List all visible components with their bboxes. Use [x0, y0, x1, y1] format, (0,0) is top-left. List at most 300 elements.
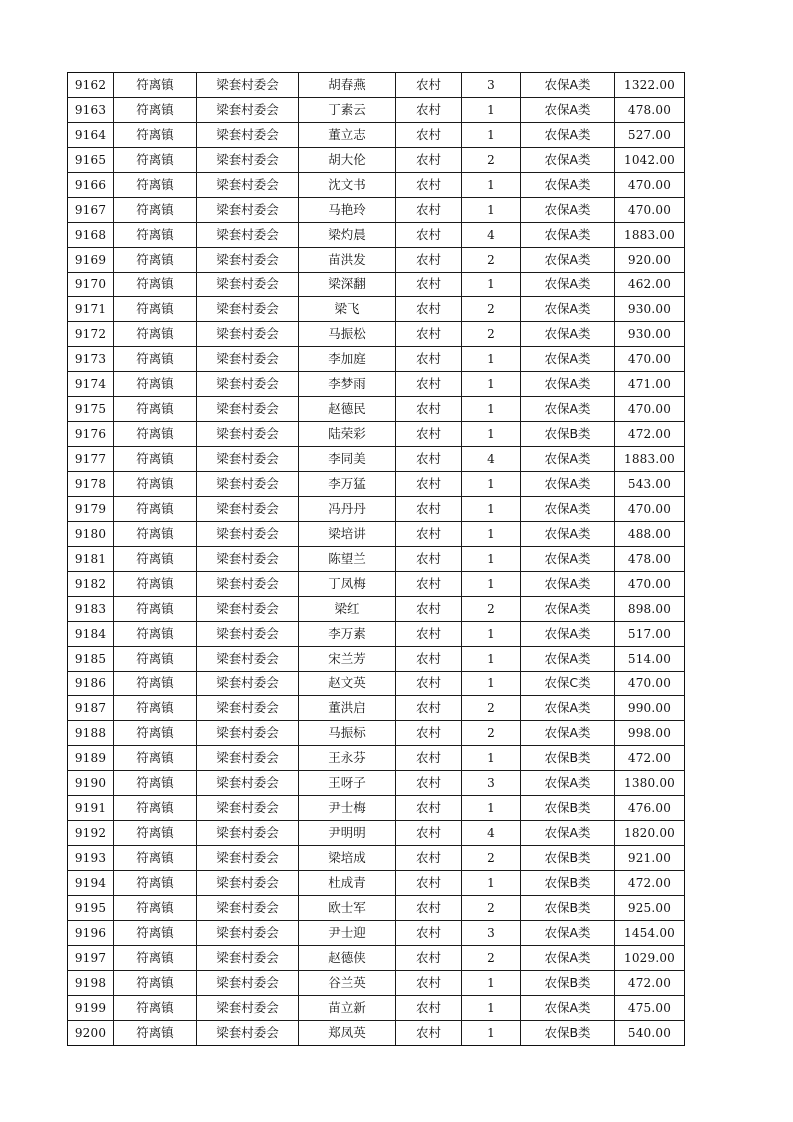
cell-id: 9193: [68, 846, 114, 871]
cell-town: 符离镇: [114, 197, 197, 222]
cell-category: 农保B类: [521, 1020, 615, 1045]
table-row: [68, 172, 685, 197]
cell-village: 梁套村委会: [197, 297, 299, 322]
cell-count: 1: [462, 347, 521, 372]
table-row: [68, 970, 685, 995]
cell-category: 农保B类: [521, 970, 615, 995]
cell-count: 2: [462, 846, 521, 871]
cell-category: 农保B类: [521, 796, 615, 821]
cell-name: 王呀子: [299, 771, 396, 796]
cell-town: 符离镇: [114, 372, 197, 397]
cell-village: 梁套村委会: [197, 122, 299, 147]
cell-name: 马振松: [299, 322, 396, 347]
cell-id: 9164: [68, 122, 114, 147]
cell-count: 2: [462, 147, 521, 172]
cell-town: 符离镇: [114, 646, 197, 671]
cell-name: 梁培讲: [299, 521, 396, 546]
cell-count: 1: [462, 197, 521, 222]
cell-village: 梁套村委会: [197, 447, 299, 472]
cell-amount: 543.00: [615, 472, 685, 497]
cell-area-type: 农村: [396, 970, 462, 995]
cell-village: 梁套村委会: [197, 347, 299, 372]
table-row: [68, 347, 685, 372]
cell-count: 1: [462, 397, 521, 422]
roster-table: [67, 72, 685, 1046]
cell-id: 9174: [68, 372, 114, 397]
cell-town: 符离镇: [114, 397, 197, 422]
cell-category: 农保A类: [521, 347, 615, 372]
cell-amount: 475.00: [615, 995, 685, 1020]
cell-town: 符离镇: [114, 472, 197, 497]
cell-name: 李万素: [299, 621, 396, 646]
cell-area-type: 农村: [396, 920, 462, 945]
table-row: [68, 895, 685, 920]
table-row: [68, 771, 685, 796]
cell-town: 符离镇: [114, 970, 197, 995]
cell-name: 胡大伦: [299, 147, 396, 172]
cell-amount: 930.00: [615, 322, 685, 347]
cell-area-type: 农村: [396, 97, 462, 122]
table-row: [68, 995, 685, 1020]
cell-category: 农保A类: [521, 322, 615, 347]
cell-count: 2: [462, 895, 521, 920]
cell-count: 1: [462, 1020, 521, 1045]
cell-village: 梁套村委会: [197, 272, 299, 297]
cell-name: 郑凤英: [299, 1020, 396, 1045]
cell-count: 4: [462, 821, 521, 846]
cell-amount: 476.00: [615, 796, 685, 821]
cell-village: 梁套村委会: [197, 621, 299, 646]
table-row: [68, 322, 685, 347]
table-row: [68, 671, 685, 696]
cell-area-type: 农村: [396, 621, 462, 646]
cell-area-type: 农村: [396, 746, 462, 771]
cell-id: 9200: [68, 1020, 114, 1045]
cell-village: 梁套村委会: [197, 222, 299, 247]
cell-area-type: 农村: [396, 521, 462, 546]
cell-category: 农保A类: [521, 596, 615, 621]
cell-area-type: 农村: [396, 696, 462, 721]
table-row: [68, 821, 685, 846]
table-row: [68, 73, 685, 98]
cell-village: 梁套村委会: [197, 472, 299, 497]
roster-table-body: [68, 73, 685, 1046]
table-row: [68, 696, 685, 721]
cell-category: 农保A类: [521, 372, 615, 397]
cell-count: 1: [462, 172, 521, 197]
cell-count: 1: [462, 671, 521, 696]
cell-village: 梁套村委会: [197, 322, 299, 347]
cell-category: 农保A类: [521, 696, 615, 721]
cell-category: 农保A类: [521, 247, 615, 272]
cell-amount: 514.00: [615, 646, 685, 671]
table-row: [68, 247, 685, 272]
table-row: [68, 372, 685, 397]
cell-name: 赵文英: [299, 671, 396, 696]
cell-amount: 472.00: [615, 871, 685, 896]
cell-amount: 527.00: [615, 122, 685, 147]
cell-name: 陈望兰: [299, 546, 396, 571]
cell-id: 9178: [68, 472, 114, 497]
cell-town: 符离镇: [114, 846, 197, 871]
cell-id: 9192: [68, 821, 114, 846]
cell-town: 符离镇: [114, 796, 197, 821]
table-row: [68, 571, 685, 596]
cell-amount: 470.00: [615, 671, 685, 696]
cell-count: 1: [462, 646, 521, 671]
table-row: [68, 871, 685, 896]
cell-category: 农保A类: [521, 920, 615, 945]
cell-amount: 470.00: [615, 571, 685, 596]
cell-town: 符离镇: [114, 73, 197, 98]
cell-name: 杜成青: [299, 871, 396, 896]
cell-area-type: 农村: [396, 721, 462, 746]
table-row: [68, 472, 685, 497]
cell-category: 农保A类: [521, 496, 615, 521]
cell-town: 符离镇: [114, 895, 197, 920]
cell-area-type: 农村: [396, 871, 462, 896]
cell-amount: 472.00: [615, 970, 685, 995]
cell-area-type: 农村: [396, 995, 462, 1020]
table-row: [68, 496, 685, 521]
cell-count: 1: [462, 621, 521, 646]
cell-id: 9186: [68, 671, 114, 696]
cell-amount: 470.00: [615, 496, 685, 521]
cell-category: 农保A类: [521, 721, 615, 746]
cell-count: 1: [462, 97, 521, 122]
cell-count: 3: [462, 73, 521, 98]
cell-name: 胡春燕: [299, 73, 396, 98]
cell-name: 李同美: [299, 447, 396, 472]
cell-name: 沈文书: [299, 172, 396, 197]
cell-town: 符离镇: [114, 521, 197, 546]
cell-name: 欧士军: [299, 895, 396, 920]
cell-town: 符离镇: [114, 746, 197, 771]
cell-town: 符离镇: [114, 147, 197, 172]
cell-amount: 478.00: [615, 97, 685, 122]
cell-count: 1: [462, 571, 521, 596]
cell-area-type: 农村: [396, 1020, 462, 1045]
cell-town: 符离镇: [114, 995, 197, 1020]
cell-count: 1: [462, 496, 521, 521]
cell-area-type: 农村: [396, 122, 462, 147]
cell-town: 符离镇: [114, 222, 197, 247]
cell-id: 9194: [68, 871, 114, 896]
cell-name: 马艳玲: [299, 197, 396, 222]
cell-town: 符离镇: [114, 1020, 197, 1045]
cell-count: 3: [462, 771, 521, 796]
cell-category: 农保A类: [521, 447, 615, 472]
cell-id: 9190: [68, 771, 114, 796]
cell-id: 9171: [68, 297, 114, 322]
cell-category: 农保A类: [521, 73, 615, 98]
cell-id: 9198: [68, 970, 114, 995]
cell-area-type: 农村: [396, 422, 462, 447]
cell-category: 农保A类: [521, 272, 615, 297]
table-row: [68, 546, 685, 571]
cell-area-type: 农村: [396, 646, 462, 671]
cell-town: 符离镇: [114, 322, 197, 347]
cell-village: 梁套村委会: [197, 197, 299, 222]
cell-name: 尹明明: [299, 821, 396, 846]
cell-id: 9175: [68, 397, 114, 422]
cell-category: 农保A类: [521, 297, 615, 322]
cell-amount: 470.00: [615, 197, 685, 222]
cell-amount: 898.00: [615, 596, 685, 621]
cell-count: 1: [462, 122, 521, 147]
cell-id: 9195: [68, 895, 114, 920]
cell-name: 苗立新: [299, 995, 396, 1020]
table-row: [68, 147, 685, 172]
cell-category: 农保A类: [521, 646, 615, 671]
cell-id: 9163: [68, 97, 114, 122]
cell-name: 梁红: [299, 596, 396, 621]
cell-town: 符离镇: [114, 621, 197, 646]
cell-village: 梁套村委会: [197, 920, 299, 945]
cell-area-type: 农村: [396, 272, 462, 297]
cell-village: 梁套村委会: [197, 771, 299, 796]
cell-count: 4: [462, 222, 521, 247]
cell-town: 符离镇: [114, 122, 197, 147]
cell-amount: 925.00: [615, 895, 685, 920]
cell-area-type: 农村: [396, 222, 462, 247]
cell-category: 农保C类: [521, 671, 615, 696]
cell-amount: 488.00: [615, 521, 685, 546]
cell-count: 1: [462, 995, 521, 1020]
cell-name: 梁培成: [299, 846, 396, 871]
cell-amount: 1322.00: [615, 73, 685, 98]
cell-category: 农保B类: [521, 746, 615, 771]
cell-name: 董洪启: [299, 696, 396, 721]
cell-town: 符离镇: [114, 671, 197, 696]
cell-amount: 1454.00: [615, 920, 685, 945]
table-row: [68, 596, 685, 621]
cell-area-type: 农村: [396, 846, 462, 871]
cell-id: 9168: [68, 222, 114, 247]
table-row: [68, 272, 685, 297]
cell-id: 9169: [68, 247, 114, 272]
cell-amount: 1380.00: [615, 771, 685, 796]
cell-id: 9181: [68, 546, 114, 571]
cell-count: 1: [462, 422, 521, 447]
cell-count: 2: [462, 696, 521, 721]
cell-area-type: 农村: [396, 397, 462, 422]
cell-count: 1: [462, 521, 521, 546]
cell-category: 农保B类: [521, 846, 615, 871]
cell-name: 丁素云: [299, 97, 396, 122]
cell-village: 梁套村委会: [197, 746, 299, 771]
table-row: [68, 746, 685, 771]
table-row: [68, 646, 685, 671]
cell-id: 9179: [68, 496, 114, 521]
cell-category: 农保A类: [521, 821, 615, 846]
cell-town: 符离镇: [114, 821, 197, 846]
cell-category: 农保B类: [521, 895, 615, 920]
cell-category: 农保A类: [521, 571, 615, 596]
cell-amount: 462.00: [615, 272, 685, 297]
cell-category: 农保A类: [521, 771, 615, 796]
cell-category: 农保A类: [521, 222, 615, 247]
cell-category: 农保A类: [521, 172, 615, 197]
table-row: [68, 721, 685, 746]
cell-id: 9176: [68, 422, 114, 447]
cell-village: 梁套村委会: [197, 945, 299, 970]
cell-category: 农保A类: [521, 995, 615, 1020]
cell-amount: 998.00: [615, 721, 685, 746]
cell-amount: 470.00: [615, 347, 685, 372]
table-row: [68, 122, 685, 147]
cell-amount: 1820.00: [615, 821, 685, 846]
cell-name: 李梦雨: [299, 372, 396, 397]
cell-village: 梁套村委会: [197, 571, 299, 596]
table-row: [68, 222, 685, 247]
cell-category: 农保A类: [521, 197, 615, 222]
cell-area-type: 农村: [396, 771, 462, 796]
cell-village: 梁套村委会: [197, 172, 299, 197]
cell-village: 梁套村委会: [197, 696, 299, 721]
table-row: [68, 621, 685, 646]
table-row: [68, 846, 685, 871]
cell-village: 梁套村委会: [197, 970, 299, 995]
table-row: [68, 1020, 685, 1045]
table-row: [68, 521, 685, 546]
cell-id: 9189: [68, 746, 114, 771]
cell-id: 9187: [68, 696, 114, 721]
cell-name: 宋兰芳: [299, 646, 396, 671]
cell-town: 符离镇: [114, 272, 197, 297]
cell-name: 梁飞: [299, 297, 396, 322]
cell-category: 农保A类: [521, 521, 615, 546]
cell-amount: 470.00: [615, 397, 685, 422]
cell-town: 符离镇: [114, 696, 197, 721]
table-row: [68, 447, 685, 472]
cell-amount: 1029.00: [615, 945, 685, 970]
cell-category: 农保A类: [521, 97, 615, 122]
cell-name: 苗洪发: [299, 247, 396, 272]
table-row: [68, 796, 685, 821]
cell-town: 符离镇: [114, 920, 197, 945]
cell-area-type: 农村: [396, 172, 462, 197]
cell-town: 符离镇: [114, 247, 197, 272]
cell-name: 尹士梅: [299, 796, 396, 821]
cell-name: 丁凤梅: [299, 571, 396, 596]
cell-amount: 990.00: [615, 696, 685, 721]
cell-category: 农保A类: [521, 472, 615, 497]
cell-id: 9170: [68, 272, 114, 297]
cell-village: 梁套村委会: [197, 97, 299, 122]
cell-count: 3: [462, 920, 521, 945]
cell-amount: 470.00: [615, 172, 685, 197]
cell-area-type: 农村: [396, 571, 462, 596]
cell-id: 9197: [68, 945, 114, 970]
cell-count: 2: [462, 247, 521, 272]
cell-town: 符离镇: [114, 422, 197, 447]
cell-id: 9173: [68, 347, 114, 372]
table-row: [68, 197, 685, 222]
cell-count: 1: [462, 796, 521, 821]
cell-count: 1: [462, 970, 521, 995]
cell-area-type: 农村: [396, 546, 462, 571]
cell-village: 梁套村委会: [197, 796, 299, 821]
cell-village: 梁套村委会: [197, 846, 299, 871]
cell-village: 梁套村委会: [197, 871, 299, 896]
cell-name: 梁深翻: [299, 272, 396, 297]
cell-town: 符离镇: [114, 571, 197, 596]
cell-village: 梁套村委会: [197, 646, 299, 671]
cell-village: 梁套村委会: [197, 1020, 299, 1045]
table-row: [68, 297, 685, 322]
cell-name: 李万猛: [299, 472, 396, 497]
cell-amount: 1042.00: [615, 147, 685, 172]
cell-area-type: 农村: [396, 496, 462, 521]
cell-amount: 472.00: [615, 422, 685, 447]
cell-area-type: 农村: [396, 197, 462, 222]
cell-area-type: 农村: [396, 347, 462, 372]
cell-name: 冯丹丹: [299, 496, 396, 521]
cell-id: 9185: [68, 646, 114, 671]
cell-name: 李加庭: [299, 347, 396, 372]
cell-village: 梁套村委会: [197, 821, 299, 846]
cell-count: 1: [462, 372, 521, 397]
cell-id: 9166: [68, 172, 114, 197]
cell-town: 符离镇: [114, 496, 197, 521]
cell-area-type: 农村: [396, 895, 462, 920]
table-row: [68, 397, 685, 422]
cell-village: 梁套村委会: [197, 596, 299, 621]
cell-area-type: 农村: [396, 796, 462, 821]
cell-village: 梁套村委会: [197, 496, 299, 521]
cell-area-type: 农村: [396, 447, 462, 472]
cell-name: 赵德侠: [299, 945, 396, 970]
cell-name: 赵德民: [299, 397, 396, 422]
cell-id: 9165: [68, 147, 114, 172]
cell-village: 梁套村委会: [197, 995, 299, 1020]
cell-count: 2: [462, 322, 521, 347]
cell-amount: 930.00: [615, 297, 685, 322]
cell-category: 农保B类: [521, 422, 615, 447]
cell-amount: 478.00: [615, 546, 685, 571]
cell-village: 梁套村委会: [197, 147, 299, 172]
cell-area-type: 农村: [396, 671, 462, 696]
cell-village: 梁套村委会: [197, 247, 299, 272]
cell-count: 1: [462, 272, 521, 297]
cell-village: 梁套村委会: [197, 895, 299, 920]
cell-name: 王永芬: [299, 746, 396, 771]
cell-name: 尹士迎: [299, 920, 396, 945]
cell-count: 1: [462, 546, 521, 571]
cell-village: 梁套村委会: [197, 372, 299, 397]
cell-town: 符离镇: [114, 771, 197, 796]
cell-count: 1: [462, 746, 521, 771]
cell-village: 梁套村委会: [197, 721, 299, 746]
cell-count: 4: [462, 447, 521, 472]
cell-id: 9191: [68, 796, 114, 821]
cell-id: 9196: [68, 920, 114, 945]
cell-town: 符离镇: [114, 721, 197, 746]
cell-village: 梁套村委会: [197, 546, 299, 571]
cell-town: 符离镇: [114, 871, 197, 896]
cell-town: 符离镇: [114, 172, 197, 197]
cell-area-type: 农村: [396, 73, 462, 98]
cell-id: 9177: [68, 447, 114, 472]
cell-category: 农保A类: [521, 397, 615, 422]
table-row: [68, 945, 685, 970]
table-row: [68, 97, 685, 122]
cell-village: 梁套村委会: [197, 422, 299, 447]
cell-village: 梁套村委会: [197, 397, 299, 422]
cell-town: 符离镇: [114, 596, 197, 621]
cell-amount: 540.00: [615, 1020, 685, 1045]
